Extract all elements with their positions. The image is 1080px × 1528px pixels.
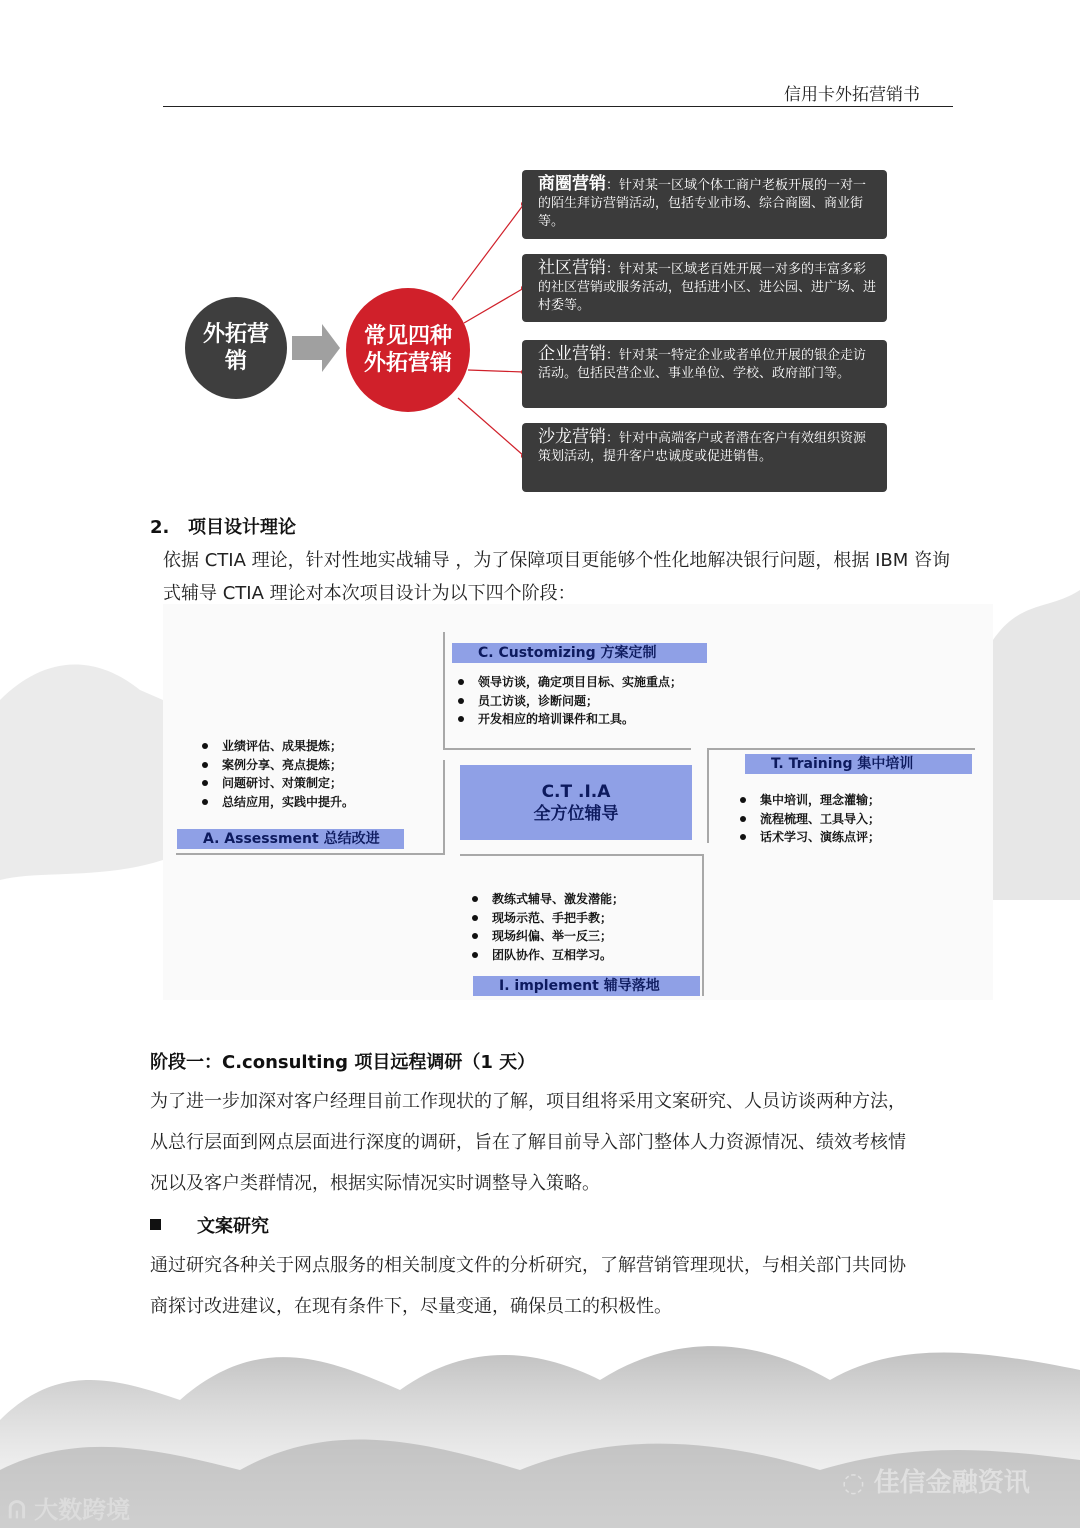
marketing-type-sep: ：: [606, 348, 620, 363]
paragraph-line: 从总行层面到网点层面进行深度的调研，旨在了解目前导入部门整体人力资源情况、绩效考核情: [150, 1132, 906, 1153]
marketing-type-title: 企业营销: [538, 344, 606, 364]
list-item: 员工访谈，诊断问题；: [454, 692, 682, 711]
ctia-center-box: [460, 765, 692, 840]
customizing-label: C. Customizing 方案定制: [452, 643, 707, 663]
wechat-icon: ◌: [842, 1468, 874, 1498]
marketing-type-desc: 针对某一特定企业或者单位开展的银企走访活动。包括民营企业、事业单位、学校、政府部门等。: [538, 348, 867, 381]
list-item: 案例分享、亮点提炼；: [198, 756, 354, 775]
paragraph-line: 况以及客户类群情况，根据实际情况实时调整导入策略。: [150, 1173, 600, 1194]
list-item: 教练式辅导、激发潜能；: [468, 890, 624, 909]
outreach-marketing-circle: [185, 297, 287, 399]
training-label: T. Training 集中培训: [745, 754, 972, 774]
list-item: 开发相应的培训课件和工具。: [454, 710, 682, 729]
divider-line: [443, 748, 691, 750]
divider-line: [443, 632, 445, 750]
implement-label: I. implement 辅导落地: [473, 976, 700, 996]
subsection-heading: [150, 1212, 269, 1238]
divider-line: [702, 854, 704, 996]
subsection-paragraph: [150, 1245, 960, 1327]
divider-line: [443, 760, 445, 855]
marketing-type-box: [522, 423, 887, 492]
marketing-type-title: 商圈营销: [538, 174, 606, 194]
divider-line: [176, 853, 445, 855]
list-item: 业绩评估、成果提炼；: [198, 737, 354, 756]
watermark-right-text: 佳信金融资讯: [873, 1468, 1030, 1498]
divider-line: [707, 748, 709, 843]
marketing-type-title: 沙龙营销: [538, 427, 606, 447]
stage-paragraph: [150, 1081, 960, 1204]
arrow-right-icon: [292, 324, 340, 372]
assessment-list: [198, 737, 354, 811]
four-types-circle: [346, 288, 470, 412]
marketing-type-sep: ：: [606, 262, 620, 277]
divider-line: [460, 854, 704, 856]
ctia-center-title: C.T .I.A: [541, 781, 611, 802]
customizing-list: [454, 673, 682, 729]
divider-line: [707, 748, 975, 750]
subsection-title: 文案研究: [197, 1216, 269, 1237]
section-number: 2.: [150, 517, 170, 538]
list-item: 总结应用，实践中提升。: [198, 793, 354, 812]
header-title: 信用卡外拓营销书: [784, 85, 920, 105]
marketing-type-title: 社区营销: [538, 258, 606, 278]
watermark-left-text: 大数跨境: [34, 1496, 131, 1524]
watermark-logo-icon: ᕬ: [8, 1496, 35, 1524]
marketing-type-sep: ：: [606, 431, 620, 446]
watermark-left: [8, 1490, 130, 1525]
marketing-type-box: [522, 254, 887, 322]
training-list: [736, 791, 880, 847]
list-item: 集中培训，理念灌输；: [736, 791, 880, 810]
marketing-type-desc: 针对某一区域个体工商户老板开展的一对一的陌生拜访营销活动，包括专业市场、综合商圈、商业街等。: [538, 178, 867, 229]
list-item: 流程梳理、工具导入；: [736, 810, 880, 829]
list-item: 现场纠偏、举一反三；: [468, 927, 624, 946]
implement-list: [468, 890, 624, 964]
section-heading: [150, 513, 296, 539]
marketing-type-box: [522, 170, 887, 239]
list-item: 话术学习、演练点评；: [736, 828, 880, 847]
marketing-type-sep: ：: [606, 178, 620, 193]
list-item: 领导访谈，确定项目目标、实施重点；: [454, 673, 682, 692]
outreach-marketing-label: 外拓营销: [202, 322, 269, 374]
list-item: 现场示范、手把手教；: [468, 909, 624, 928]
section-title: 项目设计理论: [188, 517, 296, 538]
list-item: 问题研讨、对策制定；: [198, 774, 354, 793]
four-types-label: 常见四种外拓营销: [363, 324, 452, 376]
watermark-right: [842, 1462, 1030, 1499]
section-intro: 依据 CTIA 理论，针对性地实战辅导 ，为了保障项目更能够个性化地解决银行问题，根据 IBM 咨询式辅导 CTIA 理论对本次项目设计为以下四个阶段：: [163, 550, 950, 604]
list-item: 团队协作、互相学习。: [468, 946, 624, 965]
paragraph-line: 通过研究各种关于网点服务的相关制度文件的分析研究，了解营销管理现状，与相关部门共同协: [150, 1255, 906, 1276]
ctia-center-subtitle: 全方位辅导: [533, 803, 619, 824]
paragraph-line: 商探讨改进建议，在现有条件下，尽量变通，确保员工的积极性。: [150, 1296, 672, 1317]
marketing-type-desc: 针对中高端客户或者潜在客户有效组织资源策划活动，提升客户忠诚度或促进销售。: [538, 431, 867, 464]
marketing-type-box: [522, 340, 887, 408]
stage-heading: 阶段一：C.consulting 项目远程调研（1 天）: [150, 1052, 536, 1073]
square-bullet-icon: [150, 1219, 161, 1230]
paragraph-line: 为了进一步加深对客户经理目前工作现状的了解，项目组将采用文案研究、人员访谈两种方法，: [150, 1091, 906, 1112]
assessment-label: A. Assessment 总结改进: [177, 829, 404, 849]
marketing-type-desc: 针对某一区域老百姓开展一对多的丰富多彩的社区营销或服务活动，包括进小区、进公园、进广场、进村委等。: [538, 262, 877, 313]
